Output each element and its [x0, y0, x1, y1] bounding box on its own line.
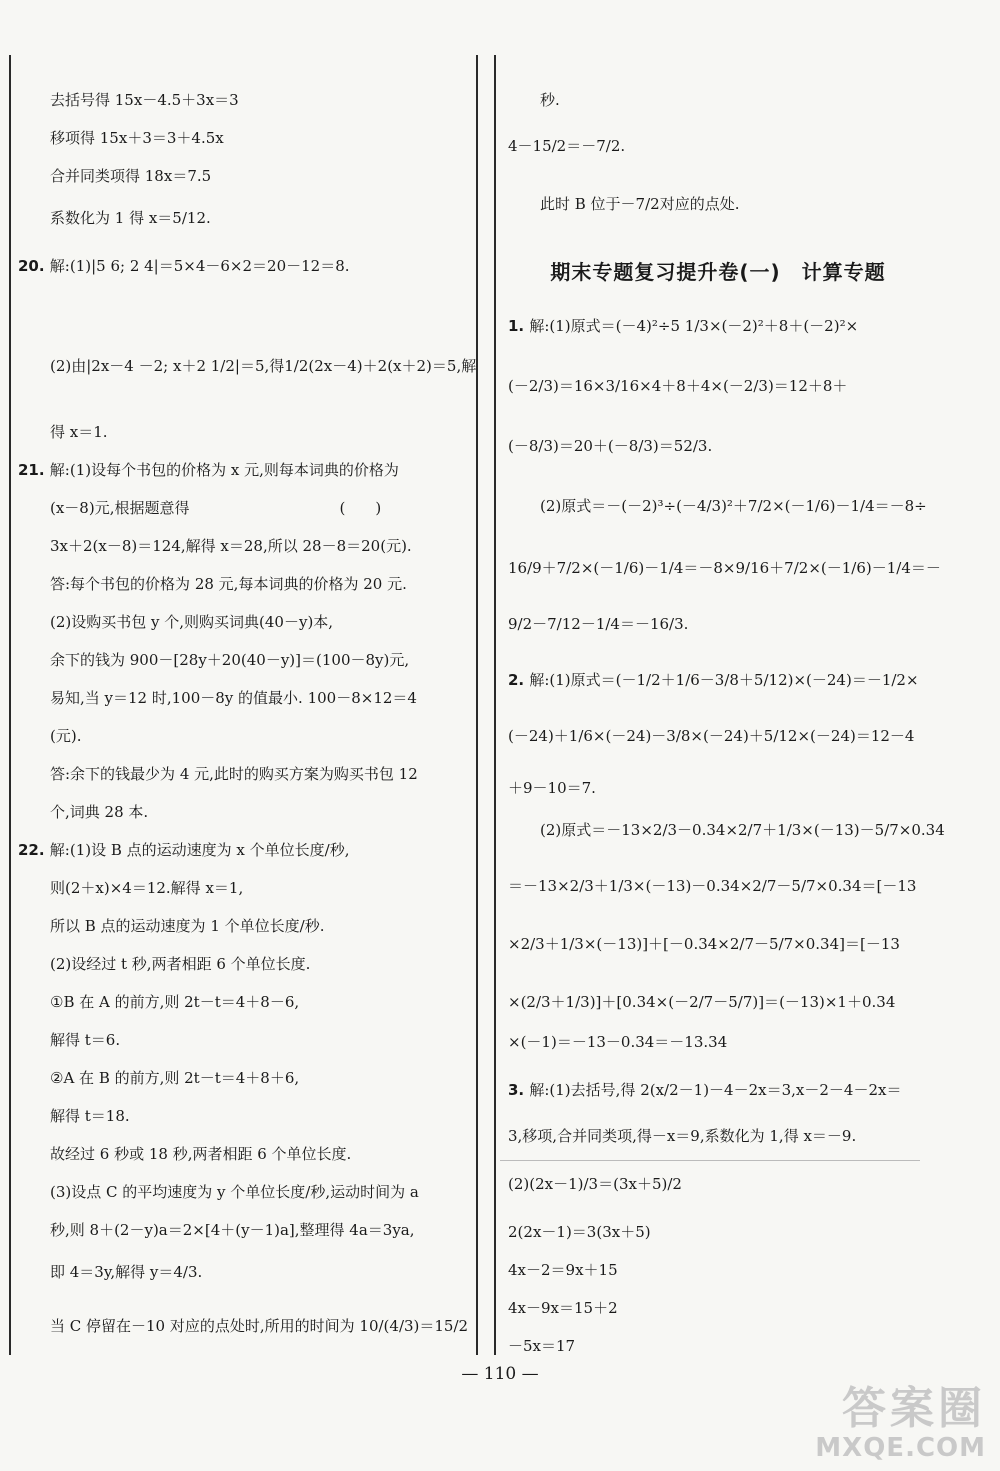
answer-line — [18, 840, 470, 860]
answer-line — [18, 1262, 470, 1282]
site-watermark — [815, 1385, 986, 1463]
answer-text: 余下的钱为 900－[28y＋20(40－y)]＝(100－8y)元, — [50, 651, 410, 669]
answer-text: 则(2＋x)×4＝12.解得 x＝1, — [50, 879, 244, 897]
answer-text: ×(2/3＋1/3)]＋[0.34×(－2/7－5/7)]＝(－13)×1＋0.34 — [508, 993, 896, 1011]
answer-line — [18, 128, 470, 148]
answer-text: (2)设购买书包 y 个,则购买词典(40－y)本, — [50, 613, 334, 631]
question-number: 20. — [18, 257, 50, 275]
answer-line — [18, 574, 470, 594]
answer-line — [508, 1080, 938, 1100]
answer-text: 秒,则 8＋(2－y)a＝2×[4＋(y－1)a],整理得 4a＝3ya, — [50, 1221, 415, 1239]
answer-line — [18, 916, 470, 936]
answer-text: 2(2x－1)＝3(3x＋5) — [508, 1223, 651, 1241]
answer-line — [18, 650, 470, 670]
answer-line — [18, 612, 470, 632]
answer-text: 答:余下的钱最少为 4 元,此时的购买方案为购买书包 12 — [50, 765, 418, 783]
answer-line — [508, 1032, 938, 1052]
answer-line — [508, 992, 938, 1012]
answer-line — [508, 934, 938, 954]
answer-text: (2)设经过 t 秒,两者相距 6 个单位长度. — [50, 955, 311, 973]
answer-line — [508, 194, 938, 214]
answer-text: 9/2－7/12－1/4＝－16/3. — [508, 615, 689, 633]
answer-text: ＋9－10＝7. — [508, 779, 596, 797]
answer-text: 答:每个书包的价格为 28 元,每本词典的价格为 20 元. — [50, 575, 407, 593]
answer-line — [508, 376, 938, 396]
question-number: 21. — [18, 461, 50, 479]
answer-line — [508, 726, 938, 746]
answer-text: 得 x＝1. — [50, 423, 108, 441]
answer-line — [18, 536, 470, 556]
answer-line — [18, 460, 470, 480]
answer-line — [18, 1182, 470, 1202]
answer-line — [18, 802, 470, 822]
answer-line — [18, 992, 470, 1012]
answer-line — [508, 1336, 938, 1356]
watermark-url: MXQE.COM — [815, 1433, 986, 1463]
answer-line — [18, 256, 470, 276]
answer-line — [18, 1144, 470, 1164]
answer-line — [18, 764, 470, 784]
answer-text: 解:(1)去括号,得 2(x/2－1)－4－2x＝3,x－2－4－2x＝ — [529, 1081, 902, 1099]
answer-text: 4x－2＝9x＋15 — [508, 1261, 618, 1279]
answer-text: (2)原式＝－(－2)³÷(－4/3)²＋7/2×(－1/6)－1/4＝－8÷ — [540, 497, 927, 515]
answer-line — [508, 876, 938, 896]
answer-text: 解:(1)|5 6; 2 4|＝5×4－6×2＝20－12＝8. — [49, 257, 350, 275]
answer-line — [508, 558, 941, 578]
answer-line — [18, 726, 470, 746]
watermark-logo: 答案圈 — [842, 1383, 986, 1434]
answer-line — [508, 778, 938, 798]
answer-line — [508, 1260, 938, 1280]
answer-text: 系数化为 1 得 x＝5/12. — [50, 209, 211, 227]
answer-line — [18, 166, 470, 186]
answer-line — [508, 136, 938, 156]
answer-line — [508, 316, 938, 336]
answer-text: 解得 t＝18. — [50, 1107, 130, 1125]
answer-text: 所以 B 点的运动速度为 1 个单位长度/秒. — [50, 917, 325, 935]
section-heading: 期末专题复习提升卷(一) 计算专题 — [550, 260, 886, 284]
answer-text: ×2/3＋1/3×(－13)]＋[－0.34×2/7－5/7×0.34]＝[－13 — [508, 935, 900, 953]
page-number: — 110 — — [461, 1364, 539, 1384]
answer-text: (2)原式＝－13×2/3－0.34×2/7＋1/3×(－13)－5/7×0.34 — [540, 821, 945, 839]
question-number: 3. — [508, 1081, 530, 1099]
answer-text: 此时 B 位于－7/2对应的点处. — [540, 195, 740, 213]
answer-line — [18, 498, 470, 518]
answer-text: 即 4＝3y,解得 y＝4/3. — [50, 1263, 203, 1281]
answer-text: －5x＝17 — [508, 1337, 576, 1355]
answer-text: (2)(2x－1)/3＝(3x＋5)/2 — [508, 1175, 682, 1193]
answer-line — [18, 208, 470, 228]
answer-text: 解:(1)原式＝(－4)²÷5 1/3×(－2)²＋8＋(－2)²× — [529, 317, 859, 335]
column-divider-right — [494, 55, 496, 1355]
answer-text: ＝－13×2/3＋1/3×(－13)－0.34×2/7－5/7×0.34＝[－13 — [508, 877, 917, 895]
answer-text: (－24)＋1/6×(－24)－3/8×(－24)＋5/12×(－24)＝12－4 — [508, 727, 915, 745]
answer-text: 合并同类项得 18x＝7.5 — [50, 167, 212, 185]
answer-text: (元). — [50, 727, 82, 745]
answer-line — [18, 422, 470, 442]
answer-line — [18, 1068, 470, 1088]
answer-text: (3)设点 C 的平均速度为 y 个单位长度/秒,运动时间为 a — [50, 1183, 419, 1201]
answer-line — [508, 1298, 938, 1318]
left-margin-rule — [9, 55, 11, 1355]
answer-line — [18, 1106, 470, 1126]
answer-line — [508, 90, 938, 110]
scan-fold-line — [500, 1160, 920, 1161]
answer-text: 解:(1)原式＝(－1/2＋1/6－3/8＋5/12)×(－24)＝－1/2× — [529, 671, 919, 689]
answer-text: 3,移项,合并同类项,得－x＝9,系数化为 1,得 x＝－9. — [508, 1127, 857, 1145]
question-number: 1. — [508, 317, 530, 335]
answer-text: ①B 在 A 的前方,则 2t－t＝4＋8－6, — [50, 993, 300, 1011]
answer-line — [18, 954, 470, 974]
answer-line — [18, 90, 470, 110]
answer-line — [18, 356, 477, 376]
answer-text: (x－8)元,根据题意得 ( ) — [50, 499, 382, 517]
answer-text: 易知,当 y＝12 时,100－8y 的值最小. 100－8×12＝4 — [50, 689, 417, 707]
answer-text: 4x－9x＝15＋2 — [508, 1299, 618, 1317]
answer-text: 故经过 6 秒或 18 秒,两者相距 6 个单位长度. — [50, 1145, 352, 1163]
question-number: 22. — [18, 841, 50, 859]
answer-text: 当 C 停留在－10 对应的点处时,所用的时间为 10/(4/3)＝15/2 — [50, 1317, 469, 1335]
answer-text: (－8/3)＝20＋(－8/3)＝52/3. — [508, 437, 713, 455]
answer-line — [18, 1030, 470, 1050]
answer-line — [508, 1174, 938, 1194]
answer-text: 解:(1)设每个书包的价格为 x 元,则每本词典的价格为 — [49, 461, 399, 479]
column-divider-left — [476, 55, 478, 1355]
answer-text: 移项得 15x＋3＝3＋4.5x — [50, 129, 224, 147]
answer-line — [18, 878, 470, 898]
answer-line — [18, 1220, 470, 1240]
answer-text: 解得 t＝6. — [50, 1031, 121, 1049]
answer-text: ×(－1)＝－13－0.34＝－13.34 — [508, 1033, 728, 1051]
answer-line — [508, 436, 938, 456]
answer-text: ②A 在 B 的前方,则 2t－t＝4＋8＋6, — [50, 1069, 300, 1087]
answer-text: 秒. — [540, 91, 560, 109]
answer-text: 解:(1)设 B 点的运动速度为 x 个单位长度/秒, — [49, 841, 350, 859]
answer-line — [508, 614, 938, 634]
question-number: 2. — [508, 671, 530, 689]
answer-line — [18, 688, 470, 708]
answer-text: (－2/3)＝16×3/16×4＋8＋4×(－2/3)＝12＋8＋ — [508, 377, 848, 395]
answer-line — [508, 820, 945, 840]
answer-line — [508, 496, 938, 516]
answer-text: 去括号得 15x－4.5＋3x＝3 — [50, 91, 239, 109]
answer-text: 个,词典 28 本. — [50, 803, 149, 821]
answer-line — [508, 1222, 938, 1242]
answer-text: 3x＋2(x－8)＝124,解得 x＝28,所以 28－8＝20(元). — [50, 537, 412, 555]
answer-line — [18, 1316, 470, 1336]
answer-line — [508, 670, 938, 690]
answer-text: (2)由|2x－4 －2; x＋2 1/2|＝5,得1/2(2x－4)＋2(x＋2)＝5,解 — [50, 357, 477, 375]
answer-line — [508, 1126, 938, 1146]
answer-text: 16/9＋7/2×(－1/6)－1/4＝－8×9/16＋7/2×(－1/6)－1/4＝－ — [508, 559, 941, 577]
answer-text: 4－15/2＝－7/2. — [508, 137, 626, 155]
